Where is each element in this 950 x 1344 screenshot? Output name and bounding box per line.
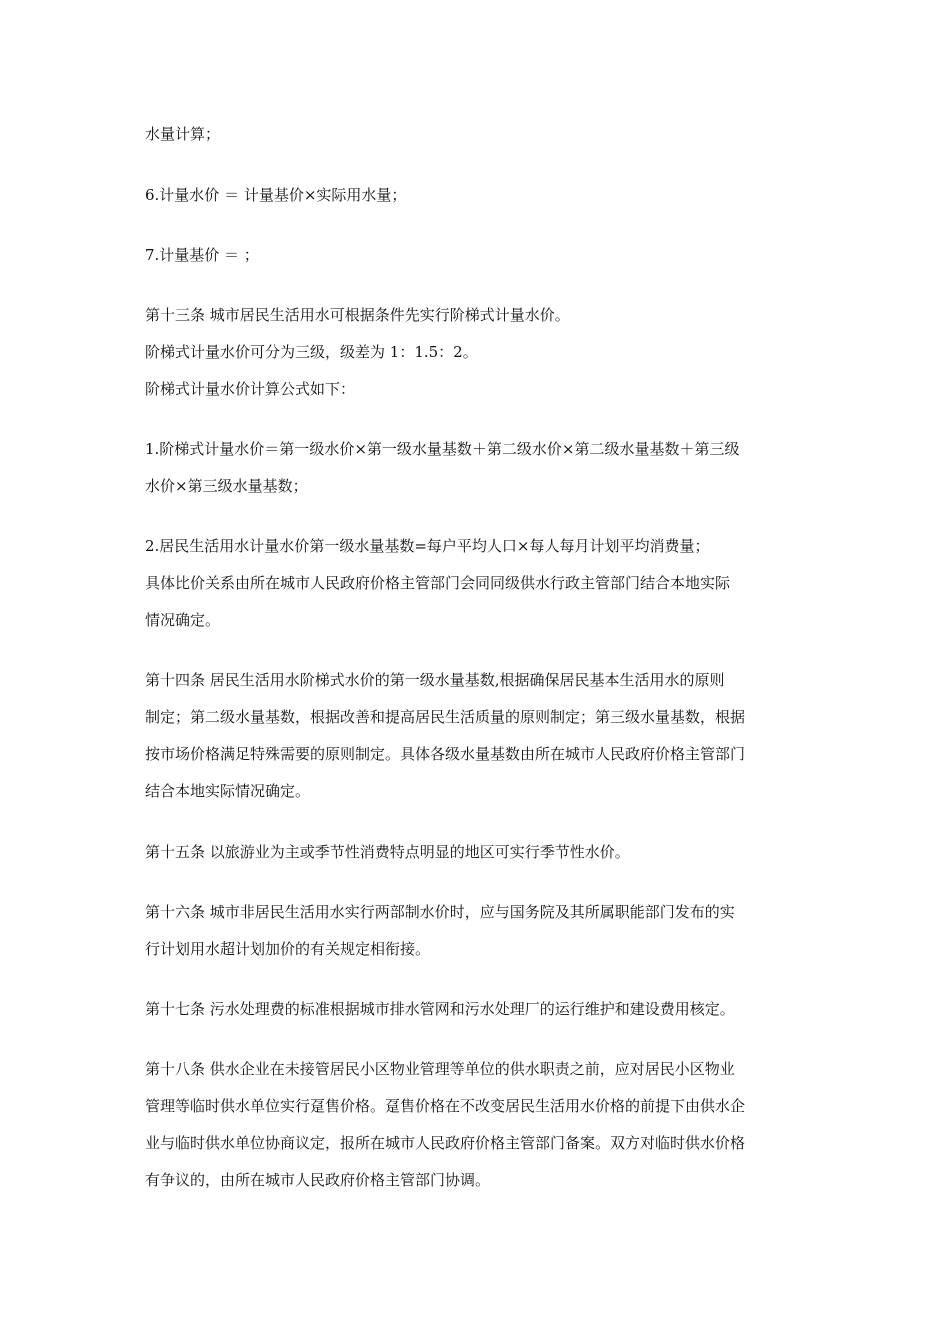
text-line: 6.计量水价 ＝ 计量基价×实际用水量； — [145, 186, 407, 204]
text-line: 第十五条 以旅游业为主或季节性消费特点明显的地区可实行季节性水价。 — [145, 843, 630, 861]
text-line: 7.计量基价 ＝ ； — [145, 246, 259, 264]
text-line: 第十七条 污水处理费的标准根据城市排水管网和污水处理厂的运行维护和建设费用核定。 — [145, 1000, 735, 1018]
text-line: 业与临时供水单位协商议定，报所在城市人民政府价格主管部门备案。双方对临时供水价格 — [145, 1134, 746, 1152]
text-line: 结合本地实际情况确定。 — [145, 782, 311, 800]
text-line: 按市场价格满足特殊需要的原则制定。具体各级水量基数由所在城市人民政府价格主管部门 — [145, 745, 746, 763]
text-line: 第十八条 供水企业在未接管居民小区物业管理等单位的供水职责之前，应对居民小区物业 — [145, 1060, 735, 1078]
text-line: 2.居民生活用水计量水价第一级水量基数=每户平均人口×每人每月计划平均消费量； — [145, 537, 710, 555]
text-line: 有争议的，由所在城市人民政府价格主管部门协调。 — [145, 1171, 491, 1189]
text-line: 情况确定。 — [145, 611, 221, 629]
text-line: 水量计算； — [145, 125, 221, 143]
text-line: 阶梯式计量水价可分为三级，级差为 1：1.5：2。 — [145, 343, 478, 361]
text-line: 第十三条 城市居民生活用水可根据条件先实行阶梯式计量水价。 — [145, 306, 570, 324]
text-line: 1.阶梯式计量水价＝第一级水价×第一级水量基数＋第二级水价×第二级水量基数＋第三级 — [145, 440, 740, 458]
text-line: 具体比价关系由所在城市人民政府价格主管部门会同同级供水行政主管部门结合本地实际 — [145, 574, 731, 592]
text-line: 行计划用水超计划加价的有关规定相衔接。 — [145, 940, 431, 958]
text-line: 第十四条 居民生活用水阶梯式水价的第一级水量基数,根据确保居民基本生活用水的原则 — [145, 671, 725, 689]
text-line: 制定；第二级水量基数，根据改善和提高居民生活质量的原则制定；第三级水量基数，根据 — [145, 708, 746, 726]
text-line: 第十六条 城市非居民生活用水实行两部制水价时，应与国务院及其所属职能部门发布的实 — [145, 903, 735, 921]
text-line: 管理等临时供水单位实行趸售价格。趸售价格在不改变居民生活用水价格的前提下由供水企 — [145, 1097, 746, 1115]
text-line: 水价×第三级水量基数； — [145, 477, 308, 495]
text-line: 阶梯式计量水价计算公式如下： — [145, 380, 356, 398]
